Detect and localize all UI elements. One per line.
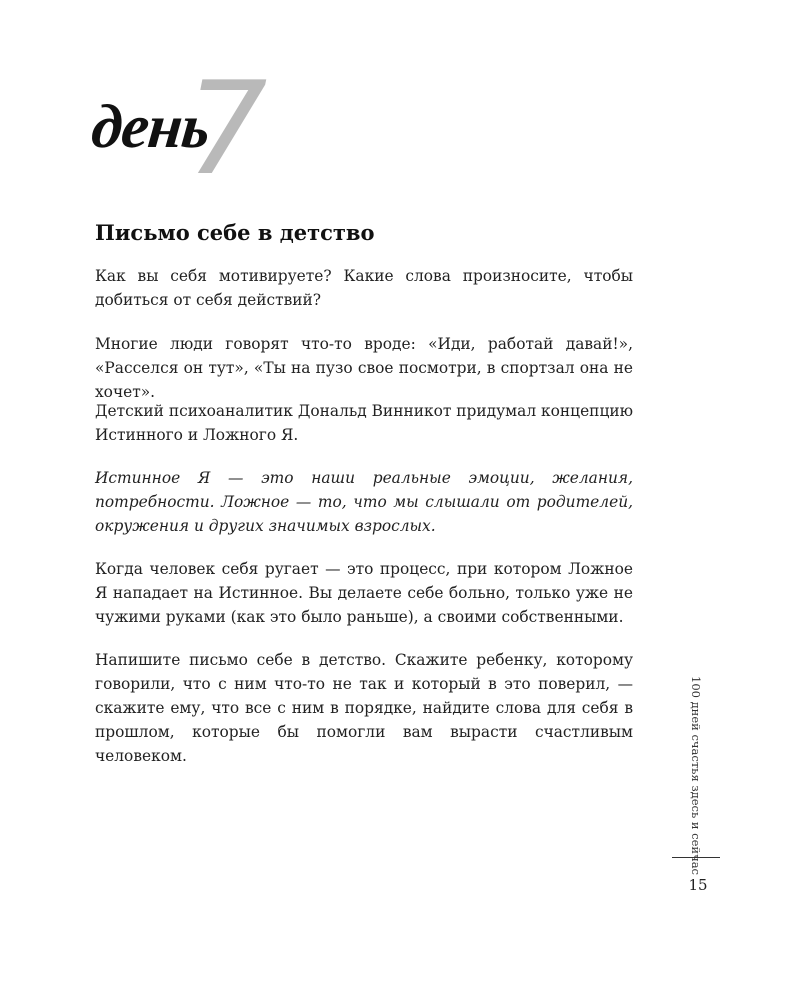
paragraph-italic-definition: Истинное Я — это наши реальные эмоции, желания, потребности. Ложное — то, что мы слышали от родителей, окружения и других значимых взрослых. [95,469,633,535]
paragraph-5: Когда человек себя ругает — это процесс, при котором Ложное Я нападает на Истинное. Вы делаете себе больно, только уже не чужими руками (как это было раньше), а своими собственными. [95,560,633,626]
page-title: Письмо себе в детство [95,220,375,245]
paragraph-2: Многие люди говорят что-то вроде: «Иди, работай давай!», «Расселся он тут», «Ты на пузо свое посмотри, в спортзал она не хочет». [95,335,633,401]
paragraph-3: Детский психоаналитик Дональд Винникот придумал концепцию Истинного и Ложного Я. [95,402,633,444]
book-title-side-caption: 100 дней счастья здесь и сейчас [689,676,703,875]
day-number: 7 [186,55,268,204]
day-word: день [88,93,213,161]
paragraph-1: Как вы себя мотивируете? Какие слова произносите, чтобы добиться от себя действий? [95,267,633,309]
page-number: 15 [688,876,708,894]
page-number-rule [672,857,720,858]
paragraph-6: Напишите письмо себе в детство. Скажите ребенку, которому говорили, что с ним что-то не так и который в это поверил, — скажите ему, что все с ним в порядке, найдите слова для себя в прошлом, которые бы помогли вам вырасти счастливым человеком. [95,651,633,765]
